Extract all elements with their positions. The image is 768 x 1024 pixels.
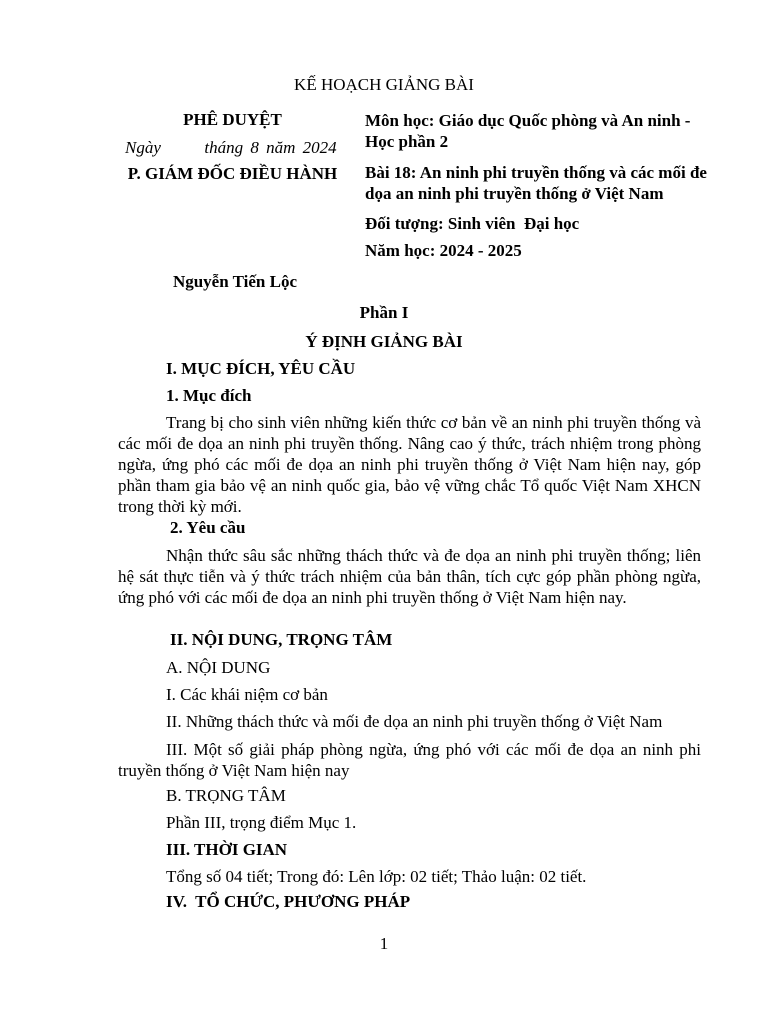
approval-role: P. GIÁM ĐỐC ĐIỀU HÀNH (127, 164, 338, 183)
subject-info: Môn học: Giáo dục Quốc phòng và An ninh - Học phần 2 (365, 111, 691, 151)
target-info: Đối tượng: Sinh viên Đại học (365, 214, 580, 233)
document-title: KẾ HOẠCH GIẢNG BÀI (294, 75, 474, 94)
purpose-paragraph: Trang bị cho sinh viên những kiến thức cơ bản về an ninh phi truyền thống và các mối đe dọa an ninh phi truyền thống. Nâng cao ý thức, trách nhiệm trong phòng ngừa, ứng phó các mối đe dọa an ninh phi truyền thống ở Việt Nam hiện nay, góp phần tham gia bảo vệ an ninh quốc gia, bảo vệ vững chắc Tổ quốc Việt Nam XHCN trong thời kỳ mới. (118, 413, 701, 516)
focus-text: Phần III, trọng điểm Mục 1. (166, 813, 357, 832)
approval-date: Ngày tháng 8 năm 2024 (125, 138, 337, 157)
section-heading-organization: IV. TỔ CHỨC, PHƯƠNG PHÁP (166, 892, 411, 911)
part-label: Phần I (359, 303, 409, 322)
subsection-heading-requirements: 2. Yêu cầu (170, 518, 246, 537)
approver-name: Nguyễn Tiến Lộc (172, 272, 298, 291)
year-info: Năm học: 2024 - 2025 (365, 241, 522, 260)
section-heading-time: III. THỜI GIAN (166, 840, 288, 859)
approval-heading: PHÊ DUYỆT (183, 110, 282, 129)
content-item-3: III. Một số giải pháp phòng ngừa, ứng phó với các mối đe dọa an ninh phi truyền thống ở Việt Nam hiện nay (118, 740, 701, 780)
lesson-info: Bài 18: An ninh phi truyền thống và các mối đe dọa an ninh phi truyền thống ở Việt Nam (365, 163, 707, 203)
section-heading-content: II. NỘI DUNG, TRỌNG TÂM (170, 630, 393, 649)
requirements-paragraph: Nhận thức sâu sắc những thách thức và đe dọa an ninh phi truyền thống; liên hệ sát thực tiễn và ý thức trách nhiệm của bản thân, tích cực góp phần phòng ngừa, ứng phó với các mối đe dọa an ninh phi truyền thống ở Việt Nam hiện nay. (118, 546, 701, 607)
content-a-label: A. NỘI DUNG (166, 658, 271, 677)
part-title: Ý ĐỊNH GIẢNG BÀI (305, 332, 463, 351)
content-b-label: B. TRỌNG TÂM (166, 786, 286, 805)
section-heading-purpose-requirements: I. MỤC ĐÍCH, YÊU CẦU (166, 359, 356, 378)
content-item-1: I. Các khái niệm cơ bản (166, 685, 328, 704)
subsection-heading-purpose: 1. Mục đích (166, 386, 252, 405)
content-item-2: II. Những thách thức và mối đe dọa an ninh phi truyền thống ở Việt Nam (166, 712, 663, 731)
time-text: Tổng số 04 tiết; Trong đó: Lên lớp: 02 tiết; Thảo luận: 02 tiết. (166, 867, 587, 886)
page-number: 1 (379, 934, 389, 953)
